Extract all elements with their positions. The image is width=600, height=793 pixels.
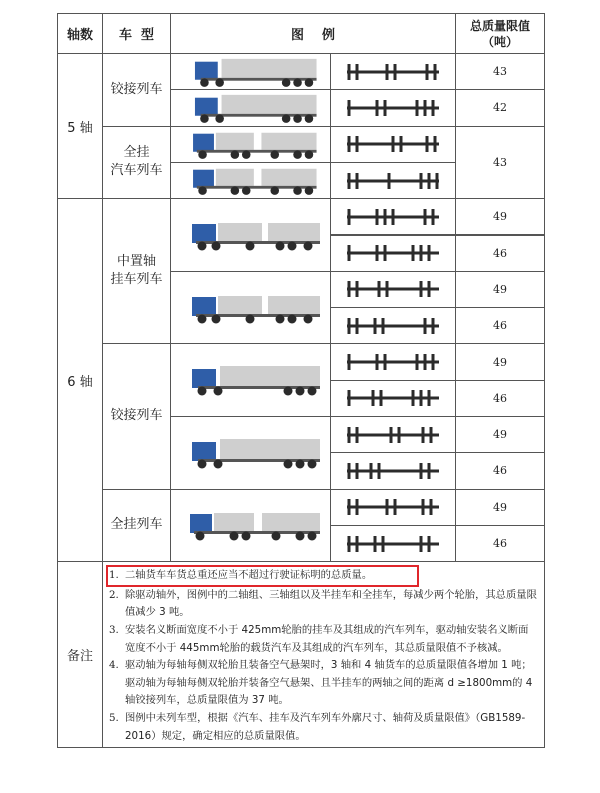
axle-layout-icon xyxy=(343,97,443,119)
mass-limit-cell xyxy=(455,525,545,562)
mass-limit-cell xyxy=(455,271,545,308)
axle-layout-icon xyxy=(343,206,443,228)
mass-limit-value: 46 xyxy=(493,319,507,333)
mass-limit-value: 43 xyxy=(493,65,507,79)
axle-layout-icon xyxy=(343,533,443,555)
axle-layout-icon xyxy=(343,351,443,373)
axle-diagram xyxy=(330,525,456,562)
vehicle-type-cell xyxy=(102,489,171,563)
mass-limit-value: 46 xyxy=(493,391,507,405)
mass-limit-value: 49 xyxy=(493,428,507,442)
vehicle-type-cell xyxy=(102,126,171,200)
note-text: 驱动轴为每轴每侧双轮胎且装备空气悬架时，3 轴和 4 轴货车的总质量限值各增加 1 吨；驱动轴为每轴每侧双轮胎并装备空气悬架、且半挂车的两轴之间的距离 d ≥1800mm的 4 轴铰接列车，总质量限值为 37 吨。 xyxy=(125,659,533,707)
axle-layout-icon xyxy=(343,387,443,409)
axle-diagram xyxy=(330,271,456,308)
mass-limit-cell xyxy=(455,235,545,272)
note-number: 1. xyxy=(109,569,119,582)
note-text: 安装名义断面宽度不小于 425mm轮胎的挂车及其组成的汽车列车，驱动轴安装名义断面宽度不小于 445mm轮胎的载货汽车及其组成的汽车列车，其总质量限值不予核减。 xyxy=(125,623,529,654)
vehicle-type-cell xyxy=(102,198,171,344)
tractor-semitrailer-icon xyxy=(178,56,324,88)
axle-count: 5 轴 xyxy=(67,120,93,136)
axle-diagram xyxy=(330,489,456,526)
mass-limit-value: 42 xyxy=(493,101,507,115)
tractor-semitrailer-icon xyxy=(178,92,324,124)
mass-limit-value: 49 xyxy=(493,500,507,514)
truck-picture xyxy=(170,489,331,563)
note-number: 2. xyxy=(109,588,119,601)
header-limit: 总质量限值 （吨） xyxy=(469,18,530,49)
vehicle-type: 铰接列车 xyxy=(110,81,163,97)
notes-label: 备注 xyxy=(66,649,93,665)
center-axle-trailer-icon xyxy=(178,218,324,252)
axle-diagram xyxy=(330,162,456,199)
axle-layout-icon xyxy=(343,133,443,155)
truck-picture xyxy=(170,126,331,163)
axle-diagram xyxy=(330,126,456,163)
drawbar-trailer-icon xyxy=(178,508,324,542)
drawbar-trailer-icon xyxy=(178,164,324,196)
note-number: 4. xyxy=(109,659,119,672)
axle-layout-icon xyxy=(343,460,443,482)
axle-layout-icon xyxy=(343,61,443,83)
tractor-semitrailer-icon xyxy=(178,363,324,397)
axle-layout-icon xyxy=(343,424,443,446)
center-axle-trailer-icon xyxy=(178,291,324,325)
header-type-cell xyxy=(102,13,171,54)
mass-limit-cell xyxy=(455,452,545,489)
note-item xyxy=(106,565,419,587)
mass-limit-cell xyxy=(455,53,545,90)
mass-limit-cell xyxy=(455,89,545,126)
axle-diagram xyxy=(330,235,456,272)
note-number: 3. xyxy=(109,623,119,636)
axle-diagram xyxy=(330,53,456,90)
mass-limit-cell xyxy=(455,307,545,344)
axle-layout-icon xyxy=(343,278,443,300)
vehicle-type-cell xyxy=(102,53,171,127)
mass-limit-cell xyxy=(455,416,545,453)
axle-diagram xyxy=(330,416,456,453)
mass-limit-cell xyxy=(455,198,545,235)
header-limit-cell xyxy=(455,13,545,54)
axle-diagram xyxy=(330,307,456,344)
axle-diagram xyxy=(330,89,456,126)
axle-count: 6 轴 xyxy=(67,374,93,390)
vehicle-type: 中置轴 挂车列车 xyxy=(110,254,163,288)
notes-label-cell xyxy=(57,561,103,748)
truck-picture xyxy=(170,162,331,199)
header-axles-cell xyxy=(57,13,103,54)
axle-layout-icon xyxy=(343,170,443,192)
axle-layout-icon xyxy=(343,315,443,337)
vehicle-type: 铰接列车 xyxy=(110,408,163,424)
axle-diagram xyxy=(330,380,456,417)
note-number: 5. xyxy=(109,711,119,724)
axle-diagram xyxy=(330,343,456,380)
vehicle-type-cell xyxy=(102,343,171,489)
tractor-semitrailer-icon xyxy=(178,436,324,470)
vehicle-type: 全挂 汽车列车 xyxy=(110,145,163,179)
mass-limit-cell xyxy=(455,380,545,417)
axle-count-cell xyxy=(57,198,103,562)
note-item xyxy=(109,657,538,710)
vehicle-type: 全挂列车 xyxy=(110,517,163,533)
mass-limit-value: 49 xyxy=(493,355,507,369)
axle-count-cell xyxy=(57,53,103,199)
notes-cell xyxy=(102,561,545,748)
mass-limit-cell xyxy=(455,489,545,526)
truck-picture xyxy=(170,343,331,417)
note-text: 除驱动轴外，图例中的二轴组、三轴组以及半挂车和全挂车，每减少两个轮胎，其总质量限值减少 3 吨。 xyxy=(125,588,537,619)
mass-limit-value: 46 xyxy=(493,464,507,478)
note-item xyxy=(109,622,538,657)
drawbar-trailer-icon xyxy=(178,128,324,160)
axle-diagram xyxy=(330,452,456,489)
header-axles: 轴数 xyxy=(66,28,93,43)
truck-picture xyxy=(170,53,331,90)
note-text: 二轴货车车货总重还应当不超过行驶证标明的总质量。 xyxy=(125,569,373,582)
header-diagram-cell xyxy=(170,13,456,54)
truck-picture xyxy=(170,89,331,126)
header-diagram: 图 例 xyxy=(290,28,336,43)
truck-picture xyxy=(170,416,331,490)
note-text: 图例中未列车型，根据《汽车、挂车及汽车列车外廓尺寸、轴荷及质量限值》（GB1589-2016）规定，确定相应的总质量限值。 xyxy=(125,711,526,742)
mass-limit-cell xyxy=(455,343,545,380)
truck-picture xyxy=(170,271,331,345)
note-item xyxy=(109,710,538,745)
axle-layout-icon xyxy=(343,242,443,264)
axle-diagram xyxy=(330,198,456,235)
mass-limit-value: 49 xyxy=(493,282,507,296)
mass-limit-value: 49 xyxy=(493,210,507,224)
mass-limit-cell xyxy=(455,126,545,200)
header-type: 车 型 xyxy=(118,28,155,43)
mass-limit-value: 46 xyxy=(493,246,507,260)
note-item xyxy=(109,587,538,622)
mass-limit-value: 43 xyxy=(493,155,507,169)
mass-limit-value: 46 xyxy=(493,537,507,551)
axle-layout-icon xyxy=(343,496,443,518)
truck-picture xyxy=(170,198,331,272)
